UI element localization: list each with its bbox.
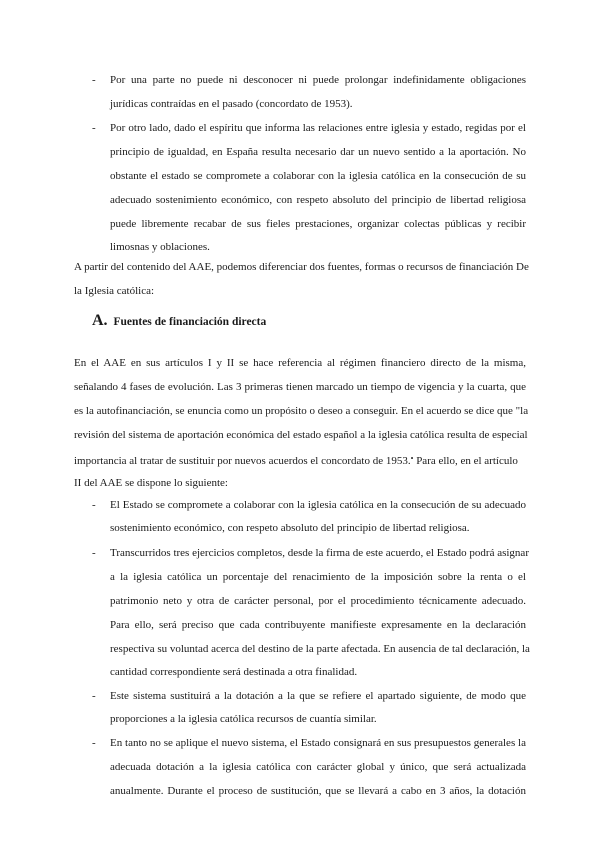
- bullet-dash: -: [92, 737, 96, 749]
- list2-item3-line2: proporciones a la iglesia católica recursos de cuantía similar.: [110, 713, 377, 725]
- list1-item1-line2: jurídicas contraídas en el pasado (concordato de 1953).: [110, 98, 353, 110]
- bullet-dash: -: [92, 122, 96, 134]
- bullet-dash: -: [92, 74, 96, 86]
- body-line4: revisión del sistema de aportación económica del estado español a la iglesia católica resulta de especial: [74, 429, 528, 441]
- section-heading-title: Fuentes de financiación directa: [113, 316, 267, 328]
- list2-item2-line5: respectiva su voluntad acerca del destino de la parte afectada. En ausencia de tal declaración, la: [110, 643, 530, 655]
- list1-item2-line5: puede libremente recabar de sus fieles prestaciones, organizar colectas públicas y recibir: [110, 218, 526, 230]
- body-line1: En el AAE en sus artículos I y II se hace referencia al régimen financiero directo de la misma,: [74, 357, 526, 369]
- bullet-dash: -: [92, 547, 96, 559]
- list2-item2-line4: Para ello, será preciso que cada contribuyente manifieste expresamente en la declaración: [110, 619, 526, 631]
- intro-line1: A partir del contenido del AAE, podemos diferenciar dos fuentes, formas o recursos de financiación De: [74, 261, 529, 273]
- body-line3: es la autofinanciación, se enuncia como un propósito o deseo a conseguir. En el acuerdo se dice que "la: [74, 405, 529, 417]
- list2-item2-line2: a la iglesia católica un porcentaje del renacimiento de la imposición sobre la renta o el: [110, 571, 526, 583]
- body-line5: [74, 452, 518, 468]
- section-heading-letter: A.: [92, 312, 108, 329]
- list1-item2-line4: adecuado sostenimiento económico, con respeto absoluto del principio de libertad religiosa: [110, 194, 526, 206]
- body-line5-tail: Para ello, en el artículo: [416, 455, 518, 467]
- list1-item1-line1: Por una parte no puede ni desconocer ni puede prolongar indefinidamente obligaciones: [110, 74, 526, 86]
- list1-item2-line2: principio de igualdad, en España resulta necesario dar un nuevo sentido a la aportación. No: [110, 146, 526, 158]
- intro-line2: la Iglesia católica:: [74, 285, 155, 297]
- section-heading: [92, 312, 266, 331]
- list1-item2-line1: Por otro lado, dado el espíritu que informa las relaciones entre iglesia y estado, regidas por el: [110, 122, 526, 134]
- list2-item4-line1: En tanto no se aplique el nuevo sistema, el Estado consignará en sus presupuestos generales la: [110, 737, 526, 749]
- list2-item4-line3: anualmente. Durante el proceso de sustitución, que se llevará a cabo en 3 años, la dotación: [110, 785, 526, 797]
- list2-item2-line3: patrimonio neto y otra de carácter personal, por el procedimiento técnicamente adecuado.: [110, 595, 526, 607]
- list1-item2-line6: limosnas y oblaciones.: [110, 241, 210, 253]
- footnote-mark: •: [410, 454, 414, 463]
- bullet-dash: -: [92, 690, 96, 702]
- bullet-dash: -: [92, 499, 96, 511]
- body-line6: II del AAE se dispone lo siguiente:: [74, 477, 228, 489]
- list1-item2-line3: obstante el estado se compromete a colaborar con la iglesia católica en la consecución de su: [110, 170, 526, 182]
- list2-item3-line1: Este sistema sustituirá a la dotación a la que se refiere el apartado siguiente, de modo que: [110, 690, 526, 702]
- list2-item1-line2: sostenimiento económico, con respeto absoluto del principio de libertad religiosa.: [110, 522, 470, 534]
- list2-item1-line1: El Estado se compromete a colaborar con la iglesia católica en la consecución de su adecuado: [110, 499, 526, 511]
- body-line2: señalando 4 fases de evolución. Las 3 primeras tienen marcado un tiempo de vigencia y la cuarta, que: [74, 381, 526, 393]
- list2-item4-line2: adecuada dotación a la iglesia católica con carácter global y único, que será actualizada: [110, 761, 526, 773]
- body-line5-text: importancia al tratar de sustituir por nuevos acuerdos el concordato de 1953.: [74, 455, 411, 467]
- list2-item2-line1: Transcurridos tres ejercicios completos, desde la firma de este acuerdo, el Estado podrá asignar: [110, 547, 529, 559]
- list2-item2-line6: cantidad correspondiente será destinada a otra finalidad.: [110, 666, 358, 678]
